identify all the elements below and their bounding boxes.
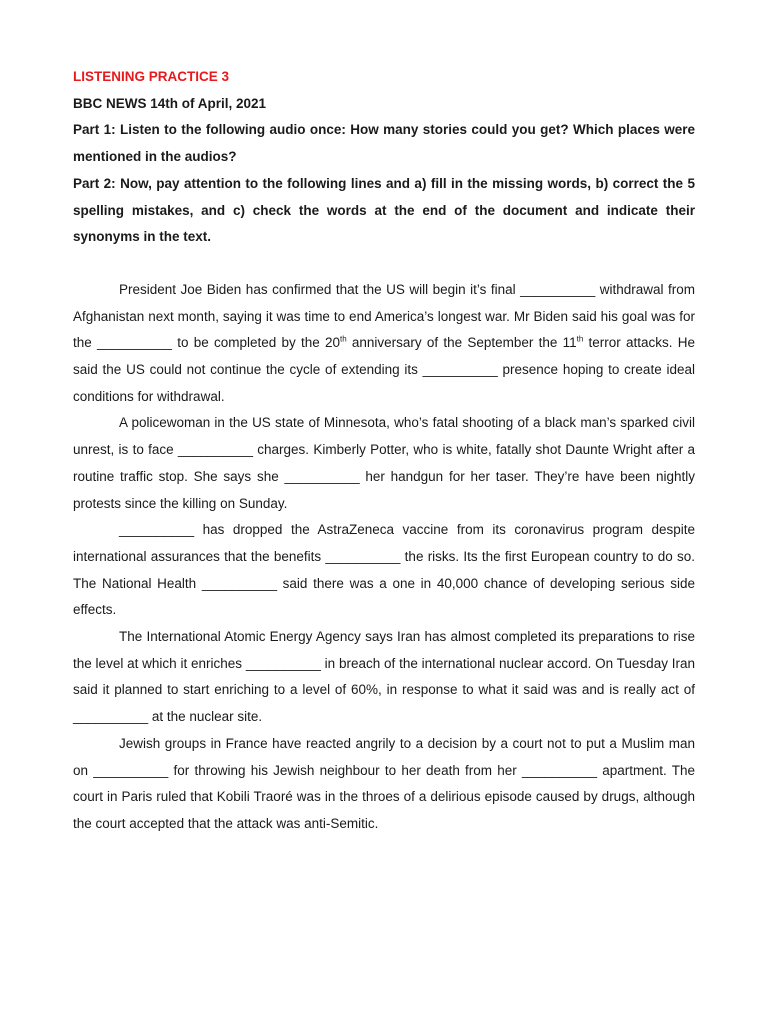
document-title: LISTENING PRACTICE 3 bbox=[73, 69, 230, 84]
document-body bbox=[73, 64, 695, 838]
paragraph-biden bbox=[73, 277, 695, 411]
paragraph-iran: The International Atomic Energy Agency says Iran has almost completed its preparations to rise the level at which it enriches __________ in breach of the international nuclear accord. On Tuesday Iran said it planned to start enriching to a level of 60%, in response to what it said was and is really act of __________ at the nuclear site. bbox=[73, 629, 695, 725]
superscript: th bbox=[340, 334, 347, 344]
source-line: BBC NEWS 14th of April, 2021 bbox=[73, 95, 267, 111]
part1-instructions: Part 1: Listen to the following audio once: How many stories could you get? Which places were mentioned in the audios? bbox=[73, 122, 695, 165]
superscript: th bbox=[576, 334, 584, 344]
paragraph-minnesota: A policewoman in the US state of Minnesota, who’s fatal shooting of a black man’s sparked civil unrest, is to face __________ charges. Kimberly Potter, who is white, fatally shot Daunte Wright after a routine traffic stop. She says she __________ her handgun for her taser. They’re have been nightly protests since the killing on Sunday. bbox=[73, 415, 695, 511]
paragraph-astrazeneca: __________ has dropped the AstraZeneca vaccine from its coronavirus program despite international assurances that the benefits __________ the risks. Its the first European country to do so. The National Health __________ said there was a one in 40,000 chance of developing serious side effects. bbox=[73, 522, 695, 618]
paragraph-text: anniversary of the September the 11 bbox=[346, 335, 577, 351]
part2-instructions: Part 2: Now, pay attention to the following lines and a) fill in the missing words, b) correct the 5 spelling mistakes, and c) check the words at the end of the document and indicate their synonyms in the text. bbox=[73, 175, 695, 245]
paragraph-text: terror attacks. He said the US could not continue the cycle of extending its __________ presence hoping to create ideal conditions for withdrawal. bbox=[73, 335, 695, 404]
paragraph-france: Jewish groups in France have reacted angrily to a decision by a court not to put a Muslim man on __________ for throwing his Jewish neighbour to her death from her __________ apartment. The court in Paris ruled that Kobili Traoré was in the throes of a delirious episode caused by drugs, although the court accepted that the attack was anti-Semitic. bbox=[73, 735, 695, 831]
paragraph-text: President Joe Biden has confirmed that the US will begin it’s final __________ withdrawal from Afghanistan next month, saying it was time to end America’s longest war. Mr Biden said his goal was for the __________ to be completed by the 20 bbox=[73, 281, 695, 351]
spacer bbox=[73, 251, 695, 277]
